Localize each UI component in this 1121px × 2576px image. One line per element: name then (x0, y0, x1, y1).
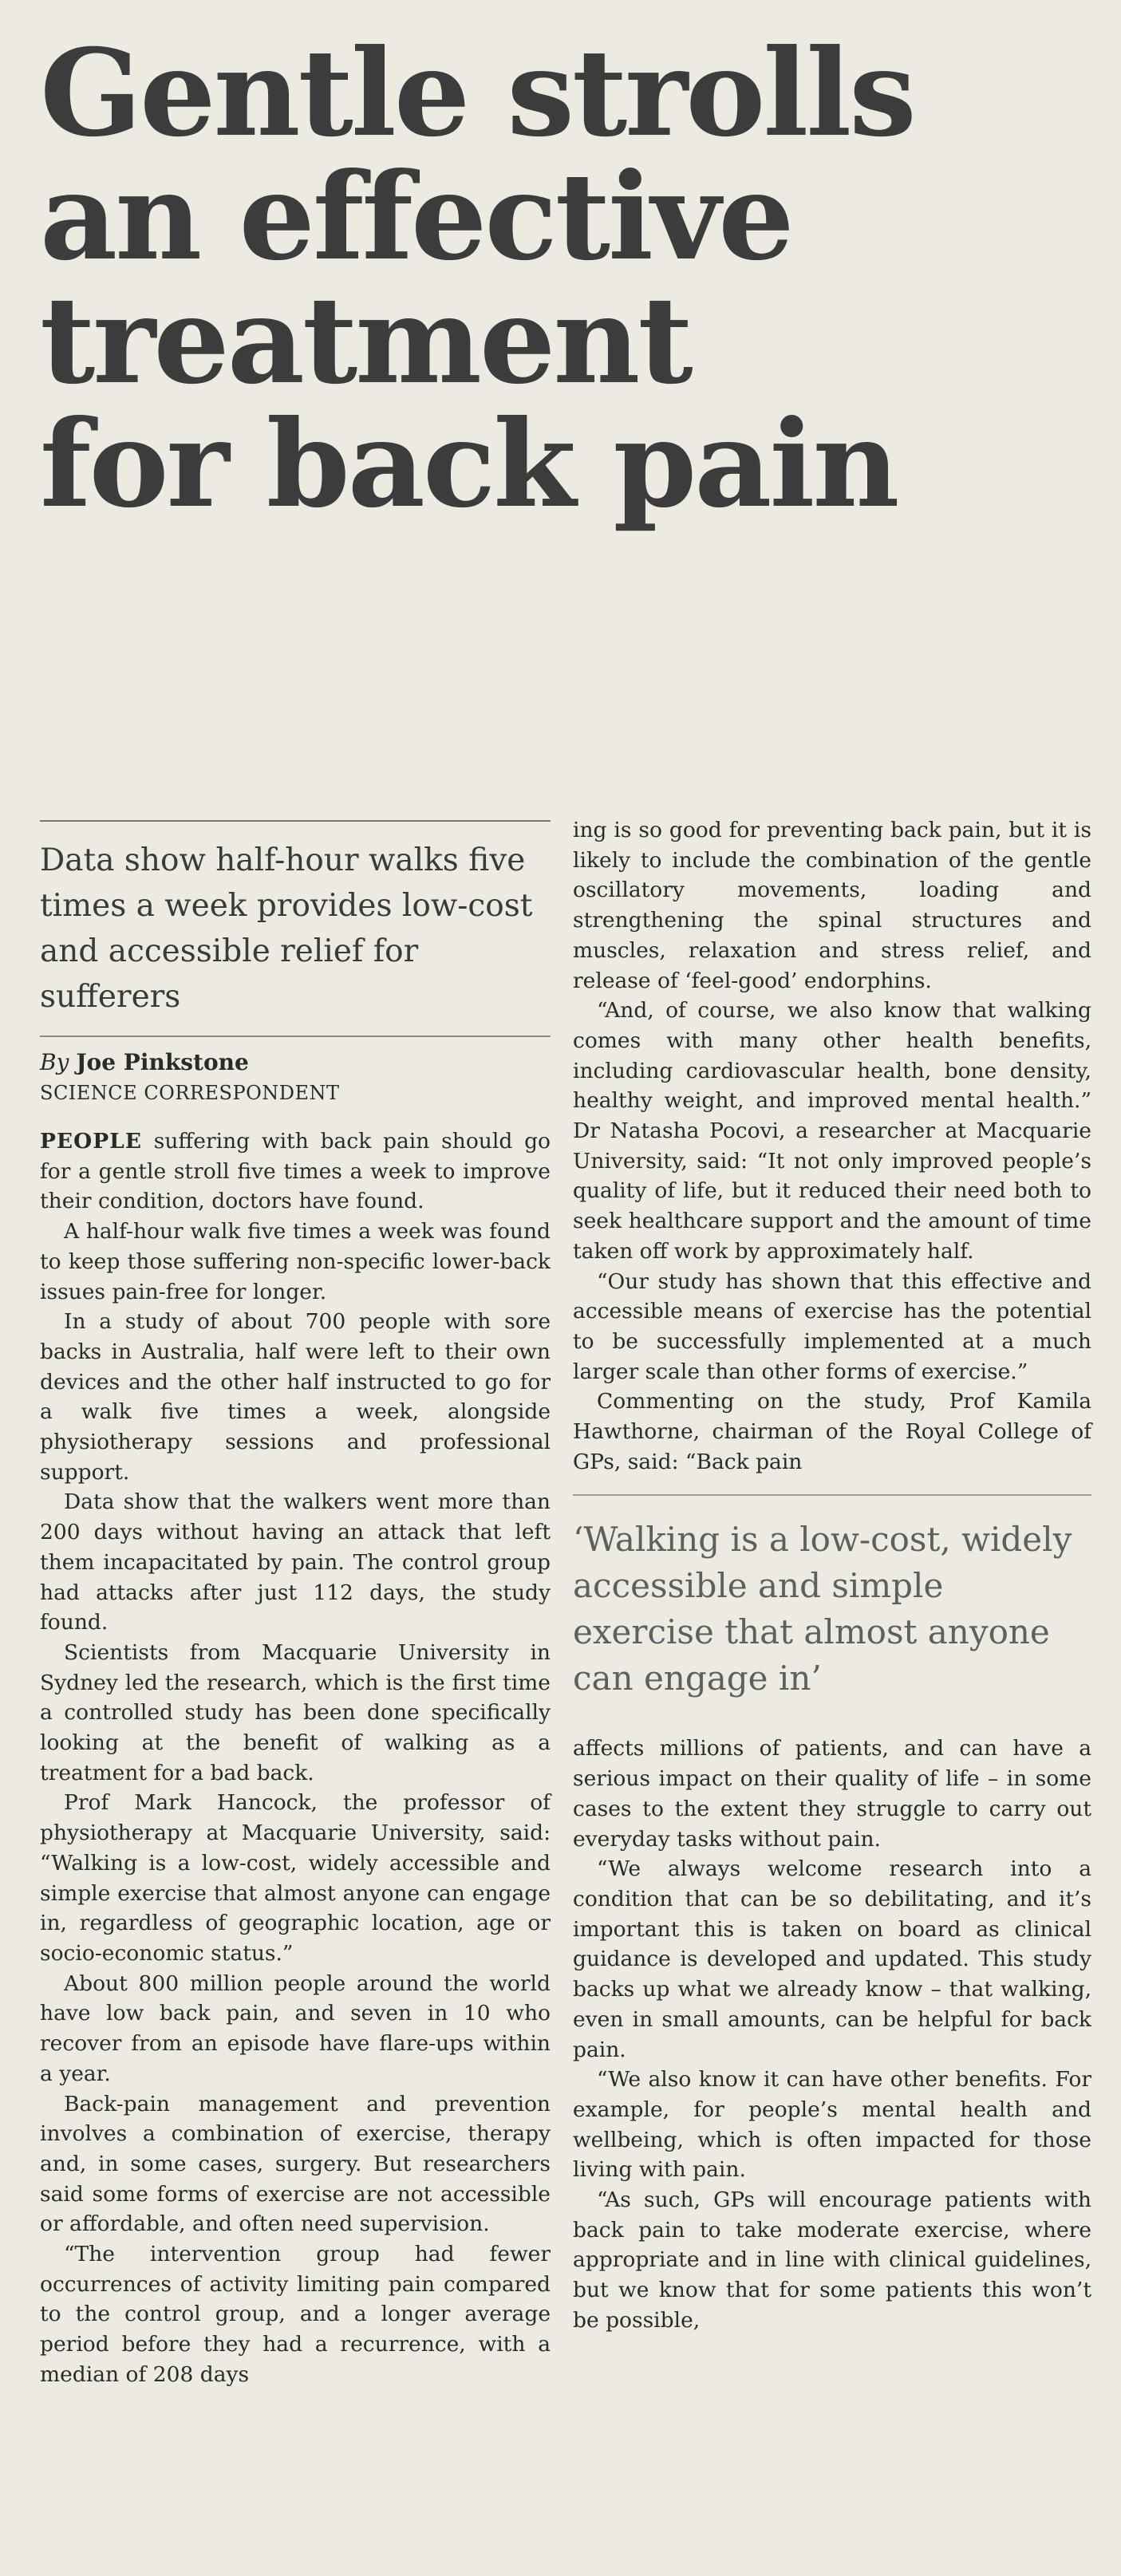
paragraph: Data show that the walkers went more than 200 days without having an attack that left them incapacitated by pain. The control group had attacks after just 112 days, the study found. (40, 1489, 551, 1635)
paragraph: Back-pain management and prevention involves a combination of exercise, therapy and, in some cases, surgery. But researchers said some forms of exercise are not accessible or affordable, and often need supervision. (40, 2091, 551, 2237)
author-name: Joe Pinkstone (76, 1049, 249, 1075)
standfirst: Data show half-hour walks five times a week provides low-cost and accessible relief for sufferers (40, 842, 533, 1015)
paragraph: A half-hour walk five times a week was found to keep those suffering non-specific lower-back issues pain-free for longer. (40, 1219, 551, 1304)
headline-line: Gentle strolls (40, 23, 914, 164)
divider (40, 1036, 551, 1037)
article-body-right (573, 815, 1091, 1477)
paragraph: Prof Mark Hancock, the professor of physiotherapy at Macquarie University, said: “Walking is a low-cost, widely accessible and simple exercise that almost anyone can engage in, regardless of geographic location, age or socio-economic status.” (40, 1790, 551, 1966)
byline (40, 1047, 551, 1079)
headline-line: for back pain (40, 394, 898, 535)
paragraph: “We also know it can have other benefits. For example, for people’s mental health and wellbeing, which is often impacted for those living with pain. (573, 2067, 1091, 2183)
lead-word: PEOPLE (40, 1129, 142, 1154)
pull-quote: ‘Walking is a low-cost, widely accessible and simple exercise that almost anyone can engage in’ (573, 1520, 1072, 1698)
paragraph: Scientists from Macquarie University in Sydney led the research, which is the first time a controlled study has been done specifically looking at the benefit of walking as a treatment for a bad back. (40, 1639, 551, 1785)
divider (573, 1494, 1091, 1496)
paragraph: affects millions of patients, and can have a serious impact on their quality of life – in some cases to the extent they struggle to carry out everyday tasks without pain. (573, 1736, 1091, 1852)
paragraph: “As such, GPs will encourage patients with back pain to take moderate exercise, where appropriate and in line with clinical guidelines, but we know that for some patients this won’t be possible, (573, 2187, 1091, 2333)
headline-line: an effective (40, 147, 792, 287)
article-body-right-lower (573, 1734, 1091, 2335)
paragraph: “Our study has shown that this effective and accessible means of exercise has the potential to be successfully implemented at a much larger scale than other forms of exercise.” (573, 1268, 1091, 1384)
paragraph: “And, of course, we also know that walking comes with many other health benefits, including cardiovascular health, bone density, healthy weight, and improved mental health.” Dr Natasha Pocovi, a researcher at Macquarie University, said: “It not only improved people’s quality of life, but it reduced their need both to seek healthcare support and the amount of time taken off work by approximately half. (573, 998, 1091, 1264)
paragraph-text: suffering with back pain should go for a gentle stroll five times a week to improve their condition, doctors have found. (40, 1129, 551, 1214)
paragraph: In a study of about 700 people with sore backs in Australia, half were left to their own devices and the other half instructed to go for a walk five times a week, alongside physiotherapy sessions and professional support. (40, 1309, 551, 1485)
article-body-left (40, 1126, 551, 2390)
headline (40, 23, 1101, 535)
right-column (573, 815, 1091, 2336)
headline-line: treatment (40, 270, 691, 411)
paragraph: “We always welcome research into a condition that can be so debilitating, and it’s important this is taken on board as clinical guidance is developed and updated. This study backs up what we already know – that walking, even in small amounts, can be helpful for back pain. (573, 1856, 1091, 2062)
paragraph: About 800 million people around the world have low back pain, and seven in 10 who recover from an episode have flare-ups within a year. (40, 1970, 551, 2086)
paragraph (40, 1126, 551, 1217)
paragraph: ing is so good for preventing back pain, but it is likely to include the combination of the gentle oscillatory movements, loading and strengthening the spinal structures and muscles, relaxation and stress relief, and release of ‘feel-good’ endorphins. (573, 818, 1091, 993)
paragraph: Commenting on the study, Prof Kamila Hawthorne, chairman of the Royal College of GPs, said: “Back pain (573, 1389, 1091, 1474)
paragraph: “The intervention group had fewer occurrences of activity limiting pain compared to the control group, and a longer average period before they had a recurrence, with a median of 208 days (40, 2242, 551, 2387)
byline-by: By (40, 1049, 69, 1075)
divider (40, 820, 551, 822)
left-column (40, 820, 551, 2390)
author-role: SCIENCE CORRESPONDENT (40, 1082, 340, 1104)
